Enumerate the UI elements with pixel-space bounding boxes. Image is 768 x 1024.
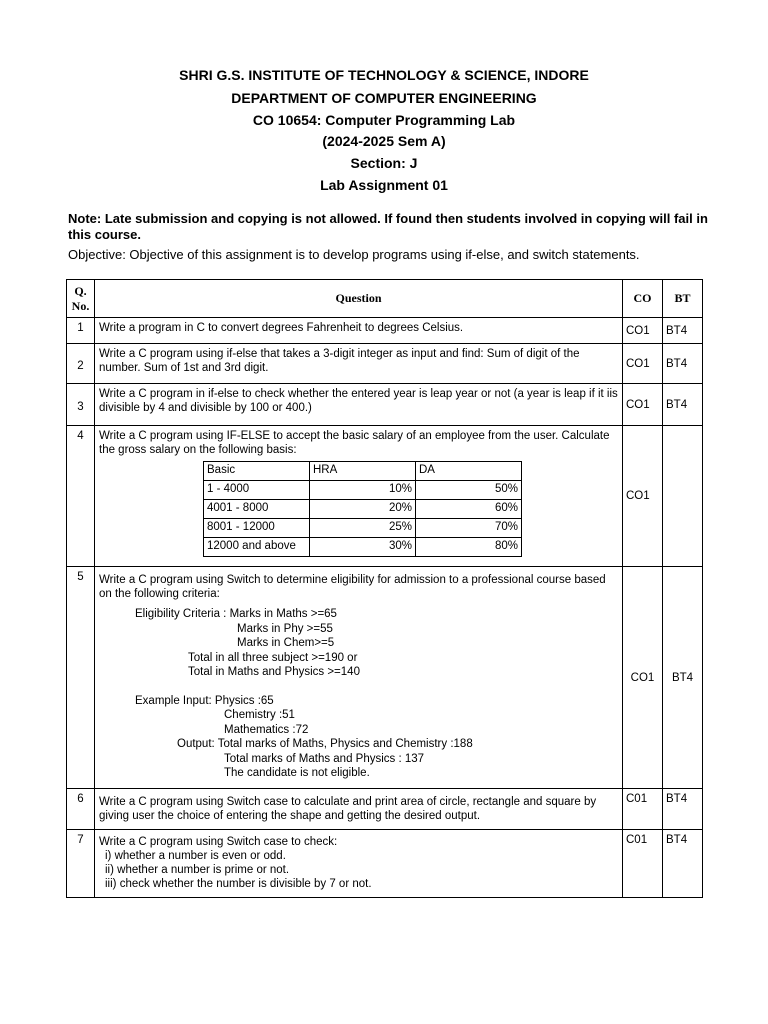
co-value: CO1 bbox=[623, 344, 663, 384]
table-row bbox=[67, 426, 703, 567]
assignment-table bbox=[66, 279, 703, 898]
table-row bbox=[67, 344, 703, 384]
salary-table bbox=[203, 461, 522, 557]
salary-row bbox=[204, 519, 522, 538]
salary-row bbox=[204, 481, 522, 500]
salary-row bbox=[204, 500, 522, 519]
objective: Objective: Objective of this assignment is to develop programs using if-else, and switch statements. bbox=[68, 247, 640, 262]
salary-cell: 10% bbox=[310, 481, 416, 500]
output-line: The candidate is not eligible. bbox=[224, 767, 370, 779]
question-cell bbox=[95, 830, 623, 898]
sub-item: i) whether a number is even or odd. bbox=[105, 850, 286, 862]
co-value: C01 bbox=[623, 789, 663, 830]
eligibility-criteria bbox=[99, 607, 618, 781]
row-number: 5 bbox=[67, 567, 95, 789]
salary-cell: 30% bbox=[310, 538, 416, 557]
question-text: Write a C program in if-else to check whether the entered year is leap year or not (a year is leap if it iis divisible by 4 and divisible by 100 or 400.) bbox=[95, 384, 623, 426]
header-session: (2024-2025 Sem A) bbox=[322, 133, 446, 149]
salary-cell: 80% bbox=[416, 538, 522, 557]
header-co: CO bbox=[623, 280, 663, 318]
co-value: CO1 bbox=[623, 318, 663, 344]
salary-header: HRA bbox=[310, 462, 416, 481]
header-course: CO 10654: Computer Programming Lab bbox=[252, 112, 516, 128]
criteria-line: Total in Maths and Physics >=140 bbox=[188, 666, 360, 678]
salary-header: Basic bbox=[204, 462, 310, 481]
co-value: C01 bbox=[623, 830, 663, 898]
salary-cell: 25% bbox=[310, 519, 416, 538]
bt-value: BT4 bbox=[663, 344, 703, 384]
bt-value: BT4 bbox=[663, 567, 703, 789]
header-bt: BT bbox=[663, 280, 703, 318]
salary-cell: 4001 - 8000 bbox=[204, 500, 310, 519]
row-number: 1 bbox=[67, 318, 95, 344]
question-text: Write a C program using IF-ELSE to accept the basic salary of an employee from the user. Calculate the gross salary on the following basis: bbox=[99, 430, 610, 456]
salary-cell: 8001 - 12000 bbox=[204, 519, 310, 538]
row-number: 4 bbox=[67, 426, 95, 567]
salary-cell: 12000 and above bbox=[204, 538, 310, 557]
example-line: Chemistry :51 bbox=[224, 709, 295, 721]
header-department: DEPARTMENT OF COMPUTER ENGINEERING bbox=[231, 90, 537, 106]
bt-value bbox=[663, 426, 703, 567]
row-number: 2 bbox=[67, 344, 95, 384]
header-assignment: Lab Assignment 01 bbox=[320, 177, 448, 193]
criteria-line: Marks in Chem>=5 bbox=[237, 637, 335, 649]
salary-cell: 60% bbox=[416, 500, 522, 519]
co-value: CO1 bbox=[623, 567, 663, 789]
criteria-line: Eligibility Criteria : Marks in Maths >=65 bbox=[135, 608, 337, 620]
bt-value: BT4 bbox=[663, 789, 703, 830]
example-line: Example Input: Physics :65 bbox=[135, 694, 274, 707]
output-line: Output: Total marks of Maths, Physics and Chemistry :188 bbox=[177, 738, 473, 750]
salary-header: DA bbox=[416, 462, 522, 481]
header-institute: SHRI G.S. INSTITUTE OF TECHNOLOGY & SCIENCE, INDORE bbox=[179, 67, 589, 83]
bt-value: BT4 bbox=[663, 318, 703, 344]
table-row bbox=[67, 384, 703, 426]
bt-value: BT4 bbox=[663, 830, 703, 898]
header-question: Question bbox=[95, 280, 623, 318]
co-value: CO1 bbox=[623, 426, 663, 567]
table-row bbox=[67, 318, 703, 344]
salary-header-row bbox=[204, 462, 522, 481]
example-line: Mathematics :72 bbox=[224, 723, 309, 736]
row-number: 7 bbox=[67, 830, 95, 898]
criteria-line: Marks in Phy >=55 bbox=[237, 622, 333, 635]
output-line: Total marks of Maths and Physics : 137 bbox=[224, 752, 425, 765]
question-text: Write a C program using Switch to determine eligibility for admission to a professional course based on the following criteria: bbox=[99, 574, 606, 600]
salary-cell: 1 - 4000 bbox=[204, 481, 310, 500]
sub-item: ii) whether a number is prime or not. bbox=[105, 864, 290, 876]
salary-cell: 50% bbox=[416, 481, 522, 500]
row-number: 6 bbox=[67, 789, 95, 830]
question-cell bbox=[95, 567, 623, 789]
table-row bbox=[67, 789, 703, 830]
table-row bbox=[67, 567, 703, 789]
row-number: 3 bbox=[67, 384, 95, 426]
header-qno: Q. No. bbox=[67, 280, 95, 318]
table-row bbox=[67, 830, 703, 898]
criteria-line: Total in all three subject >=190 or bbox=[188, 651, 358, 664]
salary-cell: 70% bbox=[416, 519, 522, 538]
salary-row bbox=[204, 538, 522, 557]
sub-item: iii) check whether the number is divisible by 7 or not. bbox=[105, 878, 372, 890]
question-text: Write a C program using Switch case to calculate and print area of circle, rectangle and square by giving user the choice of entering the shape and getting the desired output. bbox=[95, 789, 623, 830]
question-text: Write a C program using Switch case to check: bbox=[99, 836, 338, 848]
question-cell bbox=[95, 426, 623, 567]
bt-value: BT4 bbox=[663, 384, 703, 426]
salary-cell: 20% bbox=[310, 500, 416, 519]
table-header-row bbox=[67, 280, 703, 318]
header-section: Section: J bbox=[350, 155, 418, 171]
question-text: Write a C program using if-else that takes a 3-digit integer as input and find: Sum of digit of the number. Sum of 1st and 3rd digit. bbox=[95, 344, 623, 384]
question-text: Write a program in C to convert degrees Fahrenheit to degrees Celsius. bbox=[95, 318, 623, 344]
co-value: CO1 bbox=[623, 384, 663, 426]
note: Note: Late submission and copying is not allowed. If found then students involved in copying will fail in this course. bbox=[68, 211, 708, 242]
